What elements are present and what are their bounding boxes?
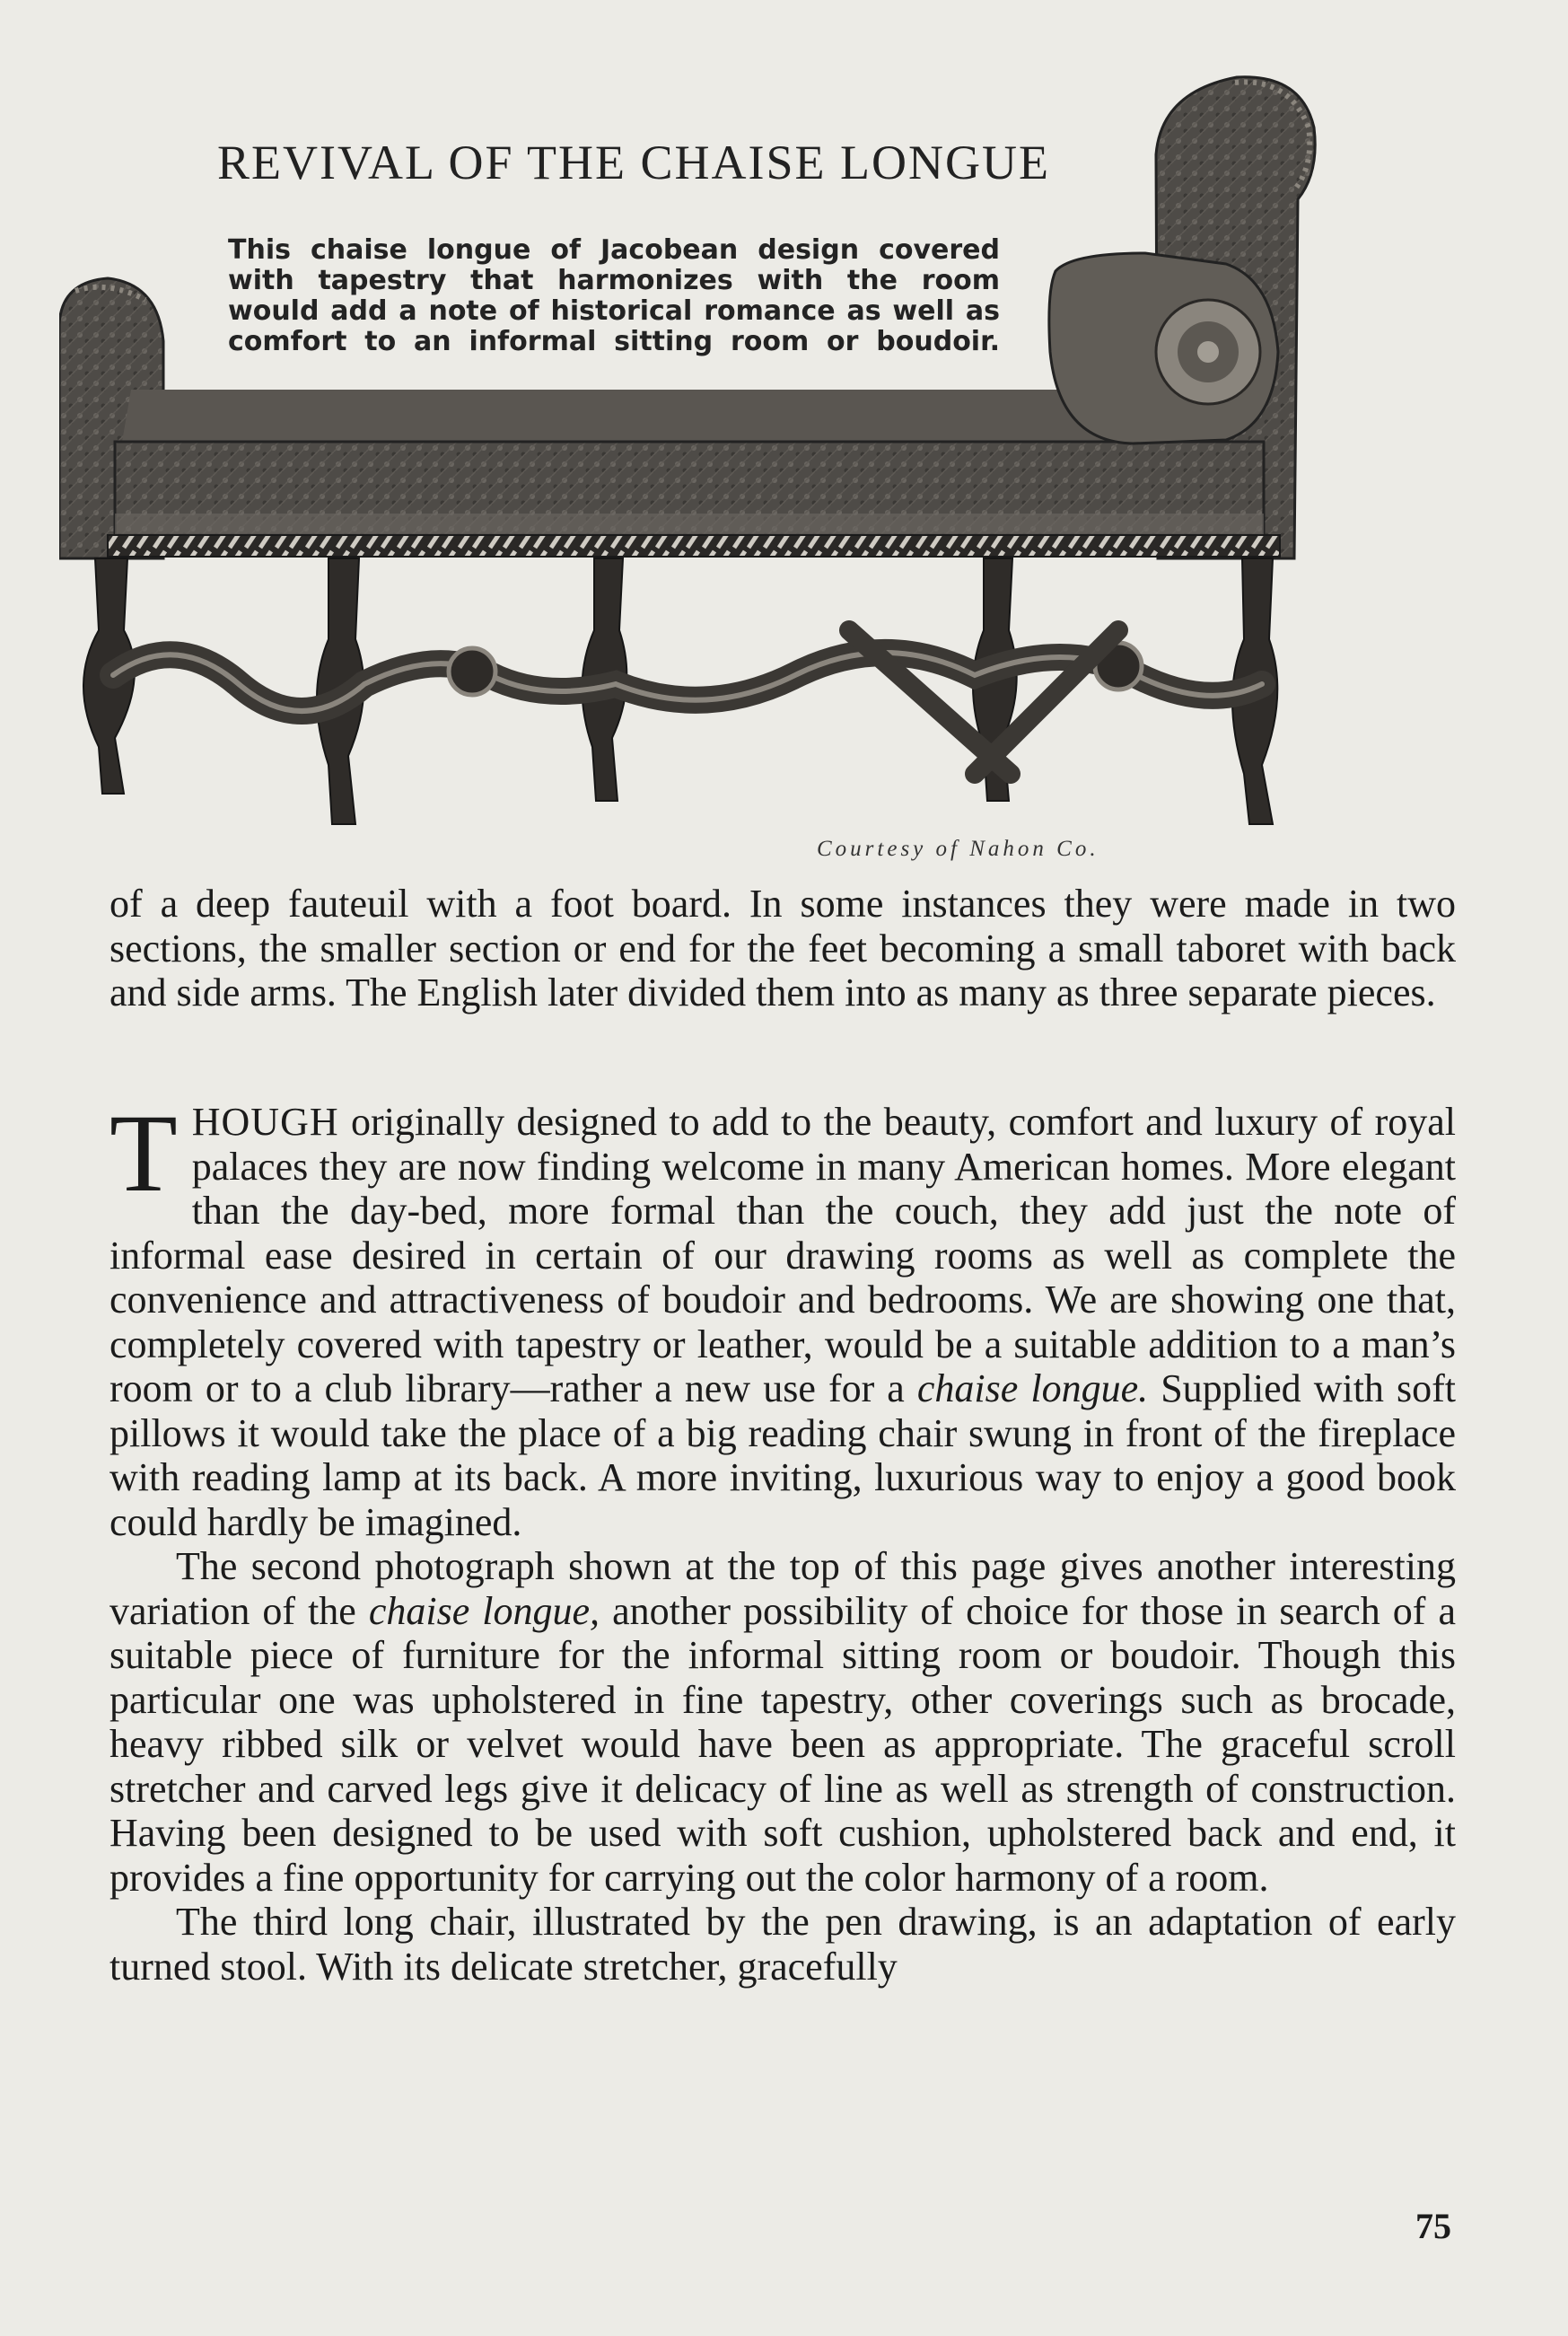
article-body: [109, 1092, 1456, 1989]
figure-headline: REVIVAL OF THE CHAISE LONGUE: [217, 136, 1050, 189]
paragraph-text: Supplied with soft pillows it would take the place of a big reading chair swung in front of the fireplace with reading lamp at its back. A more inviting, luxurious way to enjoy a good book could hardly be imagined.: [109, 1366, 1456, 1544]
italic-term: chaise longue,: [368, 1588, 600, 1633]
figure-caption: This chaise longue of Jacobean design covered with tapestry that harmonizes with the room would add a note of historical romance as well as comfort to an informal sitting room or boudoir.: [228, 234, 1000, 357]
photo-credit: Courtesy of Nahon Co.: [817, 837, 1099, 861]
paragraph-second-photograph: [109, 1544, 1456, 1900]
paragraph-text: The second photograph shown at the top of this page gives another interesting variation of the: [109, 1544, 1456, 1633]
drop-cap: T: [109, 1092, 178, 1215]
paragraph-text: originally designed to add to the beauty, comfort and luxury of royal palaces they are now finding welcome in many American homes. More elegant than the day-bed, more formal than the couch, they add just the note of informal ease desired in certain of our drawing rooms as well as complete the convenience and attractiveness of boudoir and bedrooms. We are showing one that, completely covered with tapestry or leather, would be a suitable addition to a man’s room or to a club library—rather a new use for a: [109, 1100, 1456, 1410]
lead-word: HOUGH: [191, 1100, 339, 1144]
paragraph-though: [109, 1092, 1456, 1544]
paragraph-text: another possibility of choice for those in search of a suitable piece of furniture for the informal sitting room or boudoir. Though this particular one was upholstered in fine tapestry, other coverings such as brocade, heavy ribbed silk or velvet would have been as appropriate. The graceful scroll stretcher and carved legs give it delicacy of line as well as strength of construction. Having been designed to be used with soft cushion, upholstered back and end, it provides a fine opportunity for carrying out the color harmony of a room.: [109, 1588, 1456, 1900]
page-number: 75: [1415, 2206, 1451, 2246]
italic-term: chaise longue.: [916, 1366, 1149, 1410]
paragraph-third-chair: The third long chair, illustrated by the pen drawing, is an adaptation of early turned stool. With its delicate stretcher, gracefully: [109, 1900, 1456, 1989]
paragraph-continuation: of a deep fauteuil with a foot board. In some instances they were made in two sections, the smaller section or end for the feet becoming a small taboret with back and side arms. The English later divided them into as many as three separate pieces.: [109, 882, 1456, 1014]
